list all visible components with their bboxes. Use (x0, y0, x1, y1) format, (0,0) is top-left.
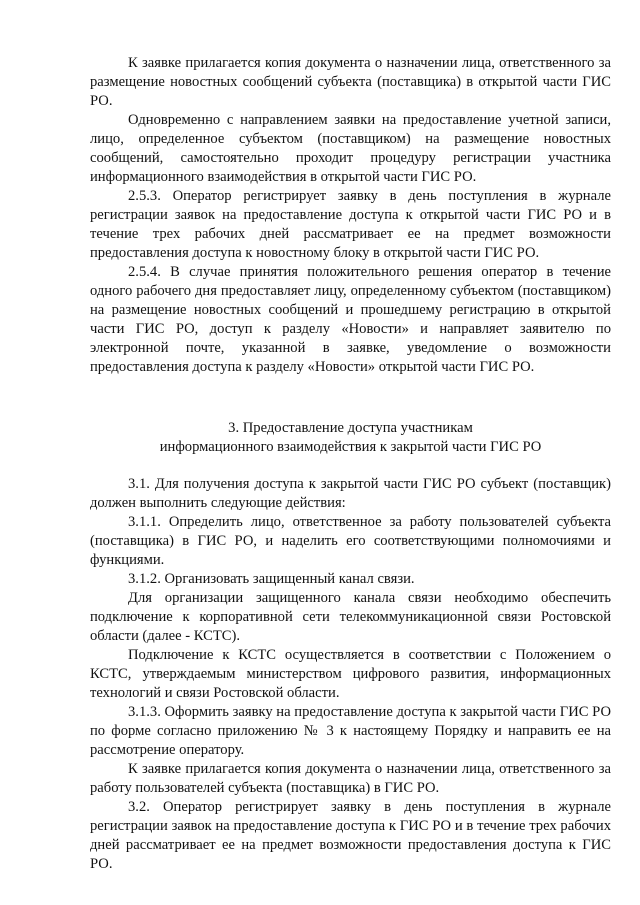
section-3-title-line-2: информационного взаимодействия к закрытой части ГИС РО (159, 439, 542, 455)
paragraph-attachment-news: К заявке прилагается копия документа о назначении лица, ответственного за размещение новостных сообщений субъекта (поставщика) в открытой части ГИС РО. (90, 55, 611, 109)
paragraph-3-1: 3.1. Для получения доступа к закрытой части ГИС РО субъект (поставщик) должен выполнить следующие действия: (90, 476, 611, 511)
paragraph-3-1-3: 3.1.3. Оформить заявку на предоставление доступа к закрытой части ГИС РО по форме согласно приложению № 3 к настоящему Порядку и направить ее на рассмотрение оператору. (90, 704, 611, 758)
paragraph-attachment-users: К заявке прилагается копия документа о назначении лица, ответственного за работу пользователей субъекта (поставщика) в ГИС РО. (90, 761, 611, 796)
paragraph-3-2: 3.2. Оператор регистрирует заявку в день поступления в журнале регистрации заявок на предоставление доступа к ГИС РО и в течение трех рабочих дней рассматривает ее на предмет возможности предоставления доступа к ГИС РО. (90, 799, 611, 872)
document-page (90, 54, 611, 874)
paragraph-registration-open-part: Одновременно с направлением заявки на предоставление учетной записи, лицо, определенное субъектом (поставщиком) на размещение новостных сообщений, самостоятельно проходит процедуру регистрации участника информационного взаимодействия в открытой части ГИС РО. (90, 112, 611, 185)
paragraph-2-5-3: 2.5.3. Оператор регистрирует заявку в день поступления в журнале регистрации заявок на предоставление доступа к открытой части ГИС РО и в течение трех рабочих дней рассматривает ее на предмет возможности предоставления доступа к новостному блоку в открытой части ГИС РО. (90, 188, 611, 261)
heading-spacer (90, 457, 611, 475)
paragraph-ksts-connection: Подключение к КСТС осуществляется в соответствии с Положением о КСТС, утверждаемым министерством цифрового развития, информационных технологий и связи Ростовской области. (90, 647, 611, 701)
paragraph-2-5-4: 2.5.4. В случае принятия положительного решения оператор в течение одного рабочего дня предоставляет лицу, определенному субъектом (поставщиком) на размещение новостных сообщений и прошедшему регистрацию в открытой части ГИС РО, доступ к разделу «Новости» и направляет заявителю по электронной почте, указанной в заявке, уведомление о возможности предоставления доступа к разделу «Новости» открытой части ГИС РО. (90, 264, 611, 375)
section-spacer (90, 377, 611, 419)
paragraph-3-1-2: 3.1.2. Организовать защищенный канал связи. (128, 571, 415, 587)
section-3-title-line-1: 3. Предоставление доступа участникам (228, 420, 473, 436)
paragraph-3-1-1: 3.1.1. Определить лицо, ответственное за работу пользователей субъекта (поставщика) в ГИС РО, и наделить его соответствующими полномочиями и функциями. (90, 514, 611, 568)
paragraph-ksts-organization: Для организации защищенного канала связи необходимо обеспечить подключение к корпоративной сети телекоммуникационной связи Ростовской области (далее - КСТС). (90, 590, 611, 644)
